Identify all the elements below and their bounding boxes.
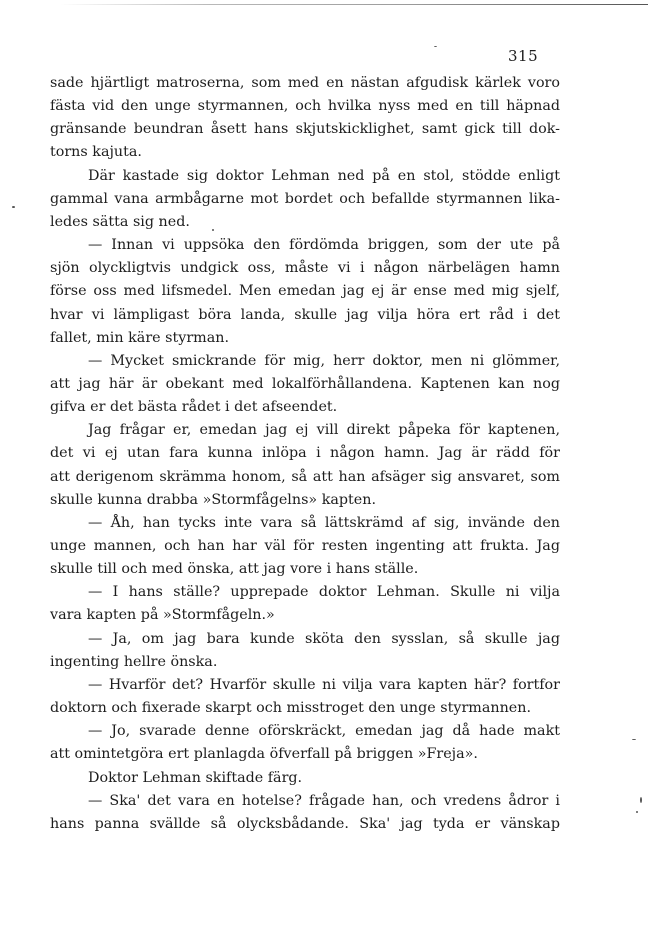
text-line: att derigenom skrämma honom, så att han afsäger sig ansvaret, som xyxy=(50,468,560,485)
scan-speck xyxy=(640,797,642,803)
text-line: sjön olyckligtvis undgick oss, måste vi i någon närbelägen hamn xyxy=(50,260,560,277)
text-line: — Åh, han tycks inte vara så lättskrämd af sig, invände den xyxy=(88,514,560,531)
text-line: gifva er det bästa rådet i det afseendet. xyxy=(50,399,338,416)
page-number: 315 xyxy=(508,47,539,65)
text-line: — Mycket smickrande för mig, herr doktor, men ni glömmer, xyxy=(88,352,560,369)
text-line: — Ska' det vara en hotelse? frågade han, och vredens ådror i xyxy=(88,792,560,809)
text-line: vara kapten på »Stormfågeln.» xyxy=(50,607,275,624)
text-line: hans panna svällde så olycksbådande. Ska' jag tyda er vänskap xyxy=(50,815,560,832)
scan-speck xyxy=(632,739,636,740)
text-line: hvar vi lämpligast böra landa, skulle jag vilja höra ert råd i det xyxy=(50,306,560,323)
text-line: — Jo, svarade denne oförskräckt, emedan jag då hade makt xyxy=(88,723,560,740)
text-line: gränsande beundran åsett hans skjutskicklighet, samt gick till dok- xyxy=(50,121,560,138)
text-line: unge mannen, och han har väl för resten ingenting att frukta. Jag xyxy=(50,538,560,554)
text-line: — I hans ställe? upprepade doktor Lehman. Skulle ni vilja xyxy=(88,584,560,601)
text-line: Jag frågar er, emedan jag ej vill direkt påpeka för kaptenen, xyxy=(88,422,560,439)
text-line: gammal vana armbågarne mot bordet och befallde styrmannen lika- xyxy=(50,190,560,207)
text-line: att jag här är obekant med lokalförhållandena. Kaptenen kan nog xyxy=(50,375,560,392)
text-line: — Innan vi uppsöka den fördömda briggen, som der ute på xyxy=(88,237,560,253)
text-line: — Hvarför det? Hvarför skulle ni vilja vara kapten här? fortfor xyxy=(88,676,560,693)
text-line: skulle till och med önska, att jag vore i hans ställe. xyxy=(50,561,419,578)
text-line: — Ja, om jag bara kunde sköta den sysslan, så skulle jag xyxy=(88,630,560,647)
text-line: Där kastade sig doktor Lehman ned på en stol, stödde enligt xyxy=(88,167,560,184)
text-line: förse oss med lifsmedel. Men emedan jag ej är ense med mig sjelf, xyxy=(50,283,560,300)
text-line: doktorn och fixerade skarpt och misstroget den unge styrmannen. xyxy=(50,700,532,716)
scan-speck xyxy=(212,229,214,231)
scan-speck xyxy=(434,46,437,47)
text-line: skulle kunna drabba »Stormfågelns» kapten. xyxy=(50,491,377,508)
text-line: ingenting hellre önska. xyxy=(50,653,218,670)
text-line: sade hjärtligt matroserna, som med en nästan afgudisk kärlek voro xyxy=(50,75,560,91)
text-line: torns kajuta. xyxy=(50,144,142,161)
text-line: att omintetgöra ert planlagda öfverfall på briggen »Freja». xyxy=(50,746,478,763)
scan-speck xyxy=(12,206,15,208)
text-line: fallet, min käre styrman. xyxy=(50,329,229,346)
text-line: fästa vid den unge styrmannen, och hvilka nyss med en till häpnad xyxy=(50,98,560,115)
scan-speck xyxy=(636,811,638,813)
text-line: det vi ej utan fara kunna inlöpa i någon hamn. Jag är rädd för xyxy=(50,445,560,462)
text-line: ledes sätta sig ned. xyxy=(50,213,190,230)
text-line: Doktor Lehman skiftade färg. xyxy=(88,769,303,786)
top-edge-rule xyxy=(60,4,648,5)
